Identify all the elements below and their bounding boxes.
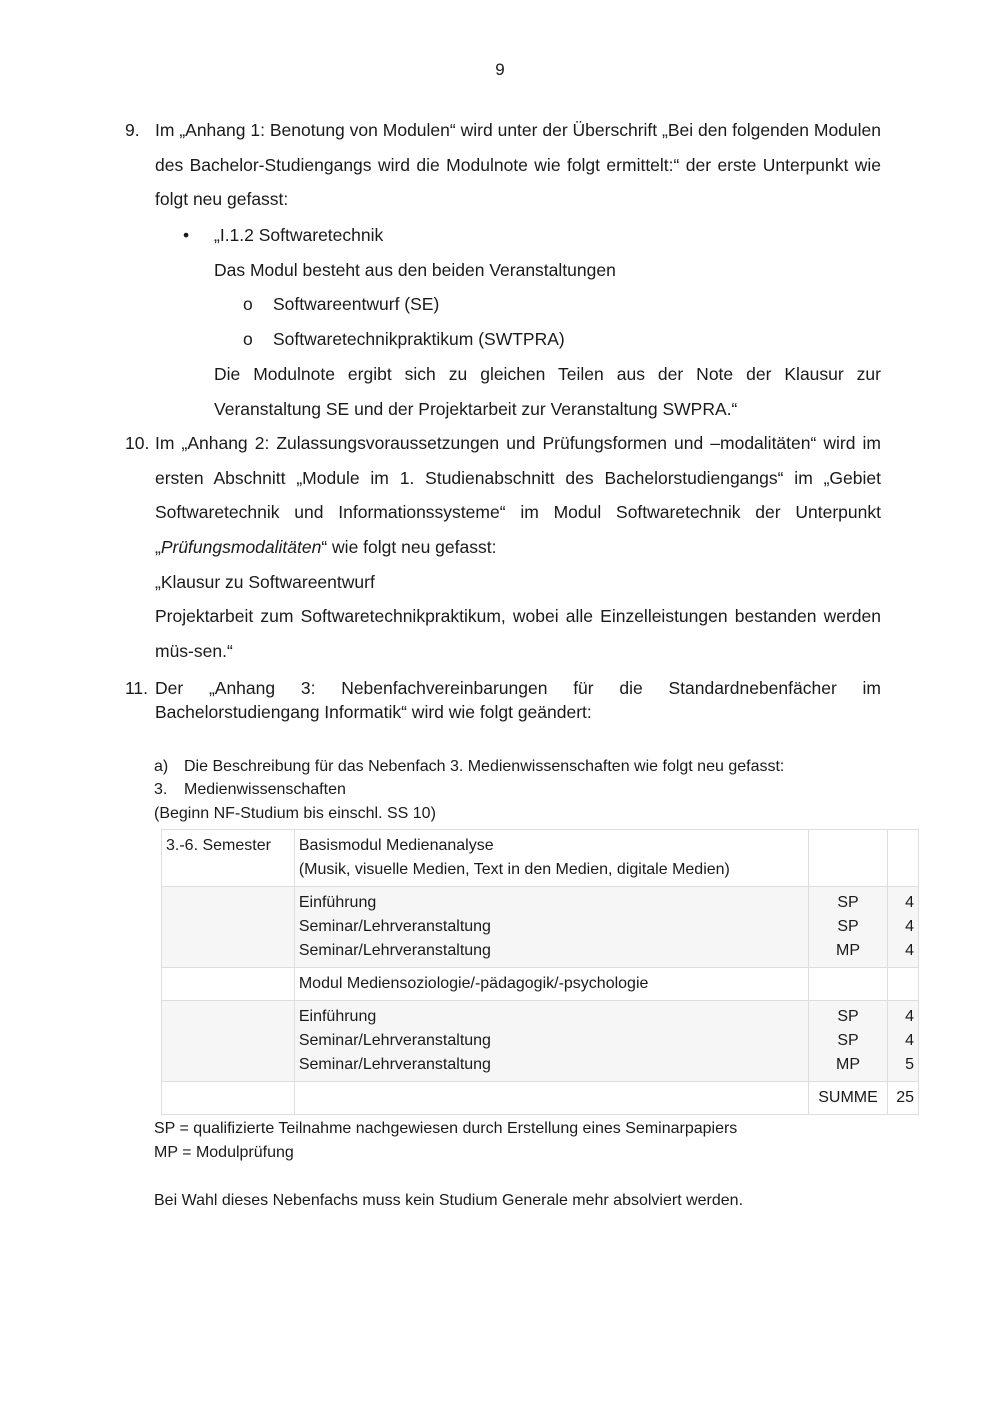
course-type: MP: [836, 942, 860, 959]
course-credits: 4: [905, 918, 914, 935]
course-name: Einführung: [298, 1008, 377, 1025]
module-2-types: [809, 1001, 888, 1082]
exam-line-2: Projektarbeit zum Softwaretechnikpraktikum, wobei alle Einzelleistungen bestanden werden müs-sen.“: [155, 606, 881, 661]
item-10-text: [155, 426, 881, 564]
item-10-number: 10.: [125, 433, 150, 453]
bullet-icon: •: [183, 225, 190, 245]
course-credits: 4: [905, 942, 914, 959]
course-type: MP: [836, 1056, 860, 1073]
table-row: [162, 1001, 919, 1082]
sub-bullet-icon: o: [243, 329, 253, 349]
semester-cell: 3.-6. Semester: [162, 830, 295, 887]
module-2-credits: [887, 1001, 918, 1082]
section-heading-number: 3.: [154, 781, 168, 798]
course-name: Seminar/Lehrveranstaltung: [298, 942, 491, 959]
grade-rule: Die Modulnote ergibt sich zu gleichen Teilen aus der Note der Klausur zur Veranstaltung SE und der Projektarbeit zur Veranstaltung SWPRA.“: [214, 364, 881, 419]
module-1-credits: [887, 887, 918, 968]
course-name: Seminar/Lehrveranstaltung: [298, 1056, 491, 1073]
sum-value: 25: [887, 1082, 918, 1115]
page-number: 9: [495, 60, 505, 79]
module-1-types: [809, 887, 888, 968]
module-1-title-cell: [294, 830, 808, 887]
course-credits: 4: [905, 1032, 914, 1049]
table-row: [162, 887, 919, 968]
course-credits: 4: [905, 894, 914, 911]
item-11-text: Der „Anhang 3: Nebenfachvereinbarungen für die Standardnebenfächer im Bachelorstudiengang Informatik“ wird wie folgt geändert:: [155, 678, 881, 722]
section-a-marker: a): [154, 758, 169, 775]
course-type: SP: [837, 1032, 859, 1049]
course-type: SP: [837, 894, 859, 911]
course-name: Einführung: [298, 894, 377, 911]
item-10-italic: Prüfungsmodalitäten: [160, 536, 322, 557]
module-2-courses: [294, 1001, 808, 1082]
course-item: Softwareentwurf (SE): [273, 294, 440, 314]
item-9-text: Im „Anhang 1: Benotung von Modulen“ wird unter der Überschrift „Bei den folgenden Modulen des Bachelor-Studiengangs wird die Modulnote wie folgt ermittelt:“ der erste Unterpunkt wie folgt neu gefasst:: [155, 120, 881, 209]
closing-note: Bei Wahl dieses Nebenfachs muss kein Studium Generale mehr absolviert werden.: [154, 1192, 744, 1209]
item-11-number: 11.: [125, 678, 149, 698]
exam-line-1: „Klausur zu Softwareentwurf: [155, 572, 375, 592]
sub-bullet-icon: o: [243, 294, 253, 314]
module-1-courses: [294, 887, 808, 968]
minor-subject-table: [161, 829, 919, 1115]
section-a-text: Die Beschreibung für das Nebenfach 3. Medienwissenschaften wie folgt neu gefasst:: [184, 758, 785, 775]
section-heading: Medienwissenschaften: [184, 781, 346, 798]
course-credits: 5: [905, 1056, 914, 1073]
module-intro: Das Modul besteht aus den beiden Veranstaltungen: [214, 260, 616, 280]
course-type: SP: [837, 918, 859, 935]
course-name: Seminar/Lehrveranstaltung: [298, 1032, 491, 1049]
legend-mp: MP = Modulprüfung: [154, 1144, 294, 1161]
item-10-text-pre: Im „Anhang 2: Zulassungsvoraussetzungen und Prüfungsformen und –modalitäten“ wird im ersten Abschnitt „Module im 1. Studienabschnitt des Bachelorstudiengangs“ im „Gebiet Softwaretechnik und Informationssysteme“ im Modul Softwaretechnik der Unterpunkt „: [155, 433, 881, 557]
module-1-title: Basismodul Medienanalyse: [298, 837, 494, 854]
course-credits: 4: [905, 1008, 914, 1025]
sum-label: SUMME: [809, 1082, 888, 1115]
table-row: [162, 830, 919, 887]
course-type: SP: [837, 1008, 859, 1025]
table-row: [162, 1082, 919, 1115]
item-9-number: 9.: [125, 120, 140, 140]
legend-sp: SP = qualifizierte Teilnahme nachgewiesen durch Erstellung eines Seminarpapiers: [154, 1120, 738, 1137]
course-item: Softwaretechnikpraktikum (SWTPRA): [273, 329, 565, 349]
module-1-subtitle: (Musik, visuelle Medien, Text in den Medien, digitale Medien): [298, 861, 730, 878]
course-name: Seminar/Lehrveranstaltung: [298, 918, 491, 935]
module-title: „I.1.2 Softwaretechnik: [214, 225, 384, 245]
table-row: [162, 968, 919, 1001]
item-10-text-post: “ wie folgt neu gefasst:: [321, 536, 497, 557]
module-2-title: Modul Mediensoziologie/-pädagogik/-psychologie: [294, 968, 808, 1001]
section-note: (Beginn NF-Studium bis einschl. SS 10): [154, 805, 436, 822]
